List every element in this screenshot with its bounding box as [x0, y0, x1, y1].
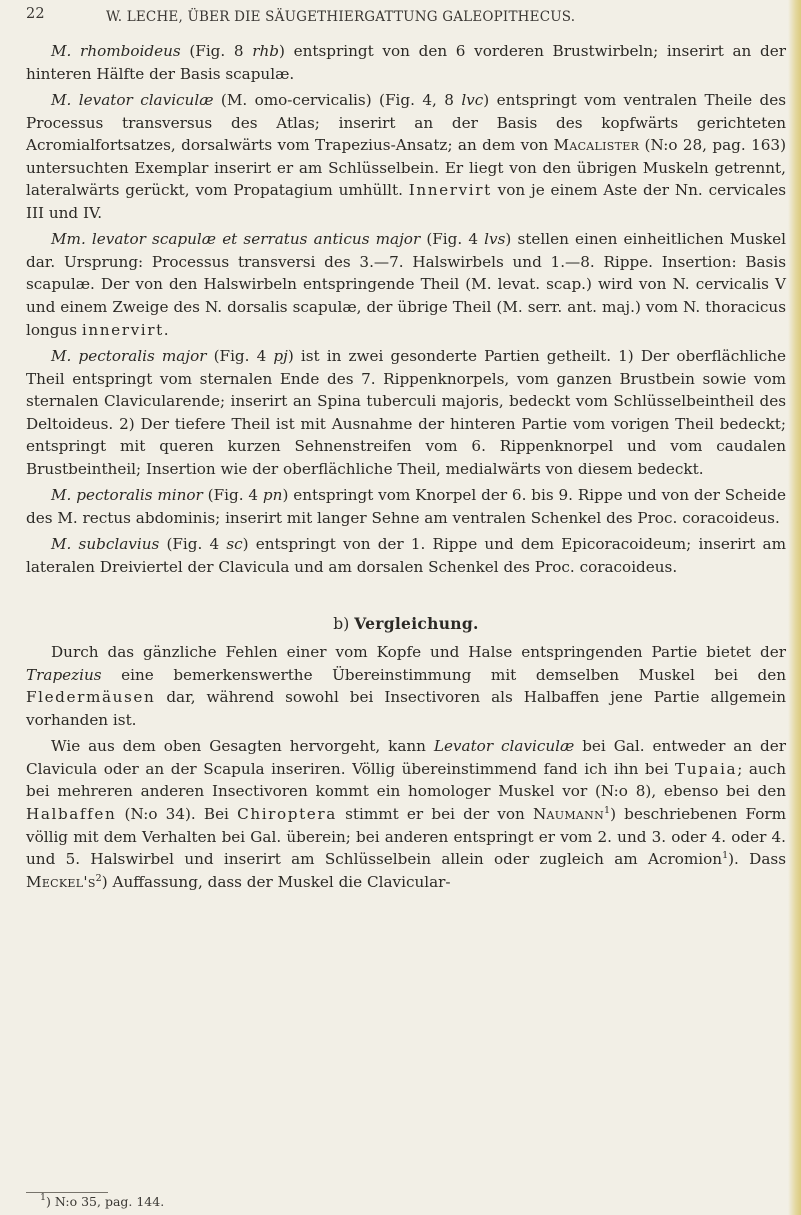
paragraph-pectoralis-major	[26, 345, 786, 480]
paragraph-text: ) entspringt vom Knorpel der 6. bis 9. Rippe und von der Scheide des M. rectus abdominis; inserirt mit langer Sehne am ventralen Schenkel des Proc. coracoideus.	[26, 486, 786, 527]
body-text	[26, 40, 786, 893]
paragraph-text: ) entspringt vom ventralen Theile des Processus transversus des Atlas; inserirt an der Basis des kopfwärts gerichteten Acromialfortsatzes, dorsalwärts vom Trapezius-Ansatz; an dem von	[26, 91, 786, 155]
muscle-name: Levator claviculæ	[433, 737, 575, 756]
running-title: W. LECHE, ÜBER DIE SÄUGETHIERGATTUNG GALEOPITHECUS.	[106, 9, 576, 25]
figure-ref: (Fig. 4	[420, 230, 485, 249]
muscle-name: M. pectoralis minor	[51, 486, 203, 505]
author-name: Macalister	[553, 136, 640, 155]
figure-ref: (Fig. 4	[206, 347, 274, 366]
paragraph-levator-comparison	[26, 735, 786, 893]
author-name: Meckel's	[26, 872, 96, 891]
figure-abbr: pn	[262, 486, 283, 505]
muscle-name: M. subclavius	[51, 535, 160, 554]
paragraph-levator-scapulae	[26, 228, 786, 341]
paragraph-text: Wie aus dem oben Gesagten hervorgeht, kann	[51, 737, 434, 756]
muscle-name: M. pectoralis major	[51, 347, 207, 366]
paragraph-text: ) beschriebenen Form völlig mit dem Verhalten bei Gal. überein; bei anderen entspringt er vom 2. und 3. oder 4. oder 4. und 5. Halswirbel und inserirt am Schlüsselbein allein oder zugleich am Acromion	[26, 804, 787, 869]
footnote-text: ) N:o 35, pag. 144.	[46, 1194, 165, 1209]
paragraph-text: .	[163, 320, 169, 339]
figure-ref: (Fig. 4	[159, 535, 227, 554]
section-title: Vergleichung.	[354, 613, 479, 633]
paragraph-text: dar, während sowohl bei Insectivoren als Halbaffen jene Partie allgemein vorhanden ist.	[26, 688, 786, 729]
paragraph-text: ) entspringt von den 6 vorderen Brustwirbeln; inserirt an der hinteren Hälfte der Basis scapulæ.	[26, 42, 786, 83]
paragraph-subclavius	[26, 533, 786, 578]
section-label: b)	[333, 614, 350, 633]
paragraph-levator-claviculae	[26, 89, 786, 224]
page-edge-shadow	[788, 0, 801, 1215]
paragraph-text: stimmt er bei der von	[336, 804, 533, 823]
figure-abbr: rhb	[252, 42, 280, 60]
paragraph-text: Durch das gänzliche Fehlen einer vom Kopfe und Halse entspringenden Partie bietet der	[51, 643, 786, 662]
figure-abbr: lvs	[484, 230, 506, 249]
muscle-name: Trapezius	[26, 665, 102, 684]
paragraph-trapezius	[26, 641, 786, 731]
paragraph-text: eine bemerkenswerthe Übereinstimmung mit demselben Muskel bei den	[101, 665, 786, 684]
figure-ref: (Fig. 4	[202, 486, 263, 505]
section-heading	[26, 613, 786, 636]
paragraph-text: bei Gal. entweder an der Clavicula oder an der Scapula inseriren. Völlig übereinstimmend fand ich ihn bei	[26, 737, 786, 778]
spaced-emphasis: Fledermäusen	[26, 688, 156, 707]
spaced-emphasis: innervirt	[81, 320, 164, 339]
page-number: 22	[26, 6, 45, 22]
spaced-emphasis: Halbaffen	[26, 804, 117, 823]
paragraph-pectoralis-minor	[26, 484, 786, 529]
author-name: Naumann	[532, 804, 605, 823]
footnote-ref: 1	[604, 804, 611, 816]
paragraph-rhomboideus	[26, 40, 786, 85]
running-header	[26, 0, 776, 30]
muscle-name: Mm. levator scapulæ et serratus anticus major	[51, 230, 421, 249]
paragraph-text: ) ist in zwei gesonderte Partien getheilt. 1) Der oberflächliche Theil entspringt vom sternalen Ende des 7. Rippenknorpels, vom ganzen Brustbein sowie vom sternalen Clavicularende; inserirt an Spina tuberculi majoris, bedeckt vom Schlüsselbeintheil des Deltoideus. 2) Der tiefere Theil ist mit Ausnahme der hinteren Partie vom vorigen Theil bedeckt; entspringt mit queren kurzen Sehnenstreifen vom 6. Rippenknorpel und vom caudalen Brustbeintheil; Insertion wie der oberflächliche Theil, medialwärts von diesem bedeckt.	[26, 347, 786, 478]
figure-ref: (Fig. 8	[180, 42, 253, 60]
spaced-emphasis: Innervirt	[408, 181, 492, 200]
footnote-marker: 1	[40, 1192, 47, 1203]
paragraph-text: ). Dass	[728, 850, 786, 869]
footnote-ref: 1	[722, 850, 729, 862]
paragraph-text: ) stellen einen einheitlichen Muskel dar. Ursprung: Processus transversi des 3.—7. Halswirbels und 1.—8. Rippe. Insertion: Basis scapulæ. Der von den Halswirbeln entspringende Theil (M. levat. scap.) wird von N. cervicalis V und einem Zweige des N. dorsalis scapulæ, der übrige Theil (M. serr. ant. maj.) vom N. thoracicus longus	[26, 230, 786, 339]
footnote-ref: 2	[95, 872, 102, 884]
paragraph-text: ; auch bei mehreren anderen Insectivoren kommt ein homologer Muskel vor (N:o 8), ebenso bei den	[26, 759, 786, 801]
spaced-emphasis: Chiroptera	[237, 804, 337, 823]
muscle-name: M. levator claviculæ	[51, 91, 214, 110]
figure-abbr: pj	[273, 347, 288, 366]
spaced-emphasis: Tupaia	[675, 759, 738, 778]
figure-abbr: sc	[226, 535, 243, 554]
footnote-rule	[26, 1192, 108, 1193]
paragraph-text: ) entspringt von der 1. Rippe und dem Epicoracoideum; inserirt am lateralen Dreiviertel der Clavicula und am dorsalen Schenkel des Proc. coracoideus.	[26, 535, 786, 577]
paragraph-text: ) Auffassung, dass der Muskel die Clavicular-	[101, 872, 451, 891]
figure-ref: (M. omo-cervicalis) (Fig. 4, 8	[213, 91, 462, 110]
paragraph-text: (N:o 28, pag. 163) untersuchten Exemplar inserirt er am Schlüsselbein. Er liegt von den übrigen Muskeln getrennt, lateralwärts gerückt, vom Propatagium umhüllt.	[26, 136, 786, 200]
paragraph-text: von je einem Aste der Nn. cervicales III und IV.	[26, 181, 786, 222]
figure-abbr: lvc	[461, 91, 484, 110]
footnote	[40, 1194, 164, 1209]
muscle-name: M. rhomboideus	[51, 42, 181, 60]
paragraph-text: (N:o 34). Bei	[116, 804, 238, 823]
